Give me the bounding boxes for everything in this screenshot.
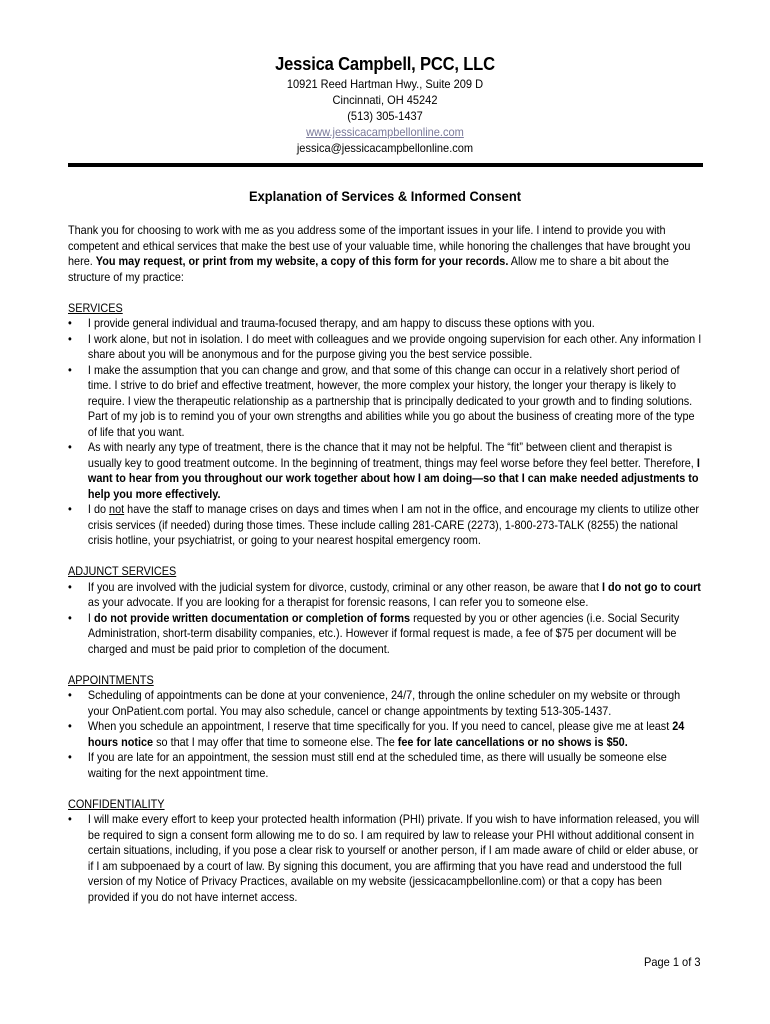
bullet-icon: • — [68, 316, 72, 330]
appointments-list — [68, 688, 702, 781]
phone-number: (513) 305-1437 — [347, 109, 423, 123]
bullet-icon: • — [68, 502, 72, 516]
adjunct-services-heading: ADJUNCT SERVICES — [68, 564, 177, 578]
bullet-icon: • — [68, 812, 72, 826]
list-item: • I do not provide written documentation or completion of forms requested by you or other agencies (i.e. Social Security Administration, short-term disability companies, etc.). However if formal request is made, a fee of $75 per document will be charged and must be paid prior to completion of the document. — [68, 610, 680, 656]
list-item: • I provide general individual and trauma-focused therapy, and am happy to discuss these options with you. — [68, 316, 595, 330]
bullet-icon: • — [68, 331, 72, 346]
list-item: • When you schedule an appointment, I reserve that time specifically for you. If you need to cancel, please give me at least 24 hours notice so that I may offer that time to someone else. The fee for late cancellations or no shows is $50. — [68, 719, 685, 749]
address-line-1: 10921 Reed Hartman Hwy., Suite 209 D — [286, 77, 484, 91]
list-item: • If you are involved with the judicial system for divorce, custody, criminal or any other reason, be aware that I do not go to court as your advocate. If you are looking for a therapist for forensic reasons, I can refer you to someone else. — [68, 579, 701, 609]
header-divider — [68, 163, 703, 167]
list-item: • I do not have the staff to manage crises on days and times when I am not in the office, and encourage my clients to utilize other crisis services (if needed) during those times. These include calling 281-CARE (2273), 1-800-273-TALK (8255) the national crisis hotline, your psychiatrist, or going to your nearest hospital emergency room. — [68, 502, 700, 547]
bullet-icon: • — [68, 688, 72, 702]
website-link[interactable]: www.jessicacampbellonline.com — [306, 125, 464, 139]
letterhead — [0, 54, 770, 156]
bullet-icon: • — [68, 610, 72, 625]
adjunct-services-list — [68, 580, 702, 658]
confidentiality-list — [68, 812, 702, 905]
list-item: • If you are late for an appointment, the session must still end at the scheduled time, as there will usually be someone else waiting for the next appointment time. — [68, 750, 667, 780]
bullet-icon: • — [68, 362, 72, 377]
list-item: • I make the assumption that you can change and grow, and that some of this change can occur in a relatively short period of time. I strive to do brief and effective treatment, however, the more complex your history, the longer your therapy is likely to require. I view the therapeutic relationship as a partnership that is principally dedicated to your growth and to finding solutions. Part of my job is to remind you of your own strengths and abilities while you go about the business of creating more of the type of life that you want. — [68, 362, 695, 439]
address-line-2: Cincinnati, OH 45242 — [332, 93, 438, 107]
services-list — [68, 316, 702, 549]
document-body — [68, 223, 702, 905]
list-item: • I will make every effort to keep your protected health information (PHI) private. If you wish to have information released, you will be required to sign a consent form allowing me to do so. I am required by law to release your PHI without additional consent in certain situations, including, if you pose a clear risk to yourself or another person, if I am made aware of child or elder abuse, or if I am subpoenaed by a court of law. By signing this document, you are affirming that you have read and understood the full version of my Notice of Privacy Practices, available on my website (jessicacampbellonline.com) or that a copy has been provided if you do not have internet access. — [68, 812, 700, 904]
email-address[interactable]: jessica@jessicacampbellonline.com — [296, 141, 474, 155]
practice-name: Jessica Campbell, PCC, LLC — [275, 54, 495, 74]
bullet-icon: • — [68, 440, 72, 454]
services-heading: SERVICES — [68, 300, 123, 315]
page-number: Page 1 of 3 — [644, 955, 701, 969]
intro-paragraph: Thank you for choosing to work with me as you address some of the important issues in your life. I intend to provide you with competent and ethical services that make the best use of your valuable time, while honoring the challenges that have brought you here. You may request, or print from my website, a copy of this form for your records. Allow me to share a bit about the structure of my practice: — [68, 223, 691, 284]
list-item: • As with nearly any type of treatment, there is the chance that it may not be helpful. The “fit” between client and therapist is usually key to good treatment outcome. In the beginning of treatment, things may feel worse before they feel better. Therefore, I want to hear from you throughout our work together about how I am doing—so that I can make needed adjustments to help you more effectively. — [68, 440, 700, 501]
bullet-icon: • — [68, 750, 72, 764]
appointments-heading: APPOINTMENTS — [68, 672, 154, 687]
list-item: • Scheduling of appointments can be done at your convenience, 24/7, through the online scheduler on my website or through your OnPatient.com portal. You may also schedule, cancel or change appointments by texting 513-305-1437. — [68, 688, 681, 718]
list-item: • I work alone, but not in isolation. I do meet with colleagues and we provide ongoing supervision for each other. Any information I share about you will be anonymous and for the purpose giving you the best service possible. — [68, 331, 702, 361]
document-title: Explanation of Services & Informed Consent — [249, 188, 521, 204]
confidentiality-heading: CONFIDENTIALITY — [68, 796, 165, 811]
bullet-icon: • — [68, 719, 72, 733]
bullet-icon: • — [68, 579, 72, 594]
